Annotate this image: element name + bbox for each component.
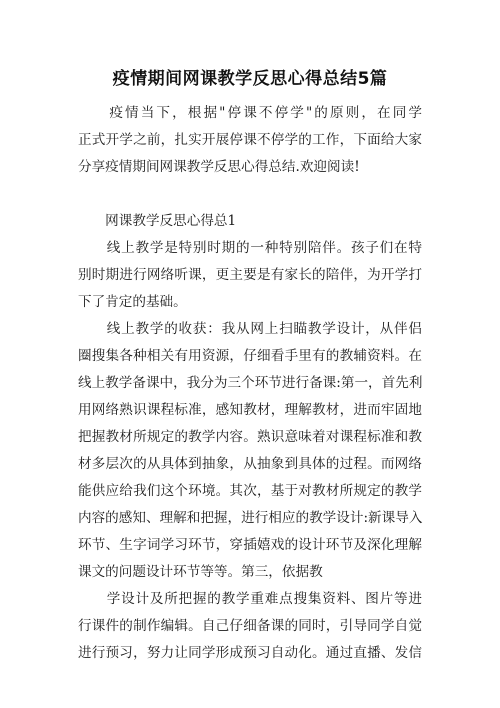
intro-line: 正式开学之前，扎实开展停课不停学的工作，下面给大家 xyxy=(78,132,422,148)
paragraph-line: 学设计及所把握的教学重难点搜集资料、图片等进 xyxy=(78,591,422,607)
paragraph-line: 别时期进行网络听课，更主要是有家长的陪伴，为开学打 xyxy=(78,267,422,283)
paragraph-line: 圈搜集各种相关有用资源，仔细看手里有的教辅资料。在 xyxy=(78,348,422,364)
document-body xyxy=(78,100,422,667)
paragraph-line: 环节、生字词学习环节，穿插嬉戏的设计环节及深化理解 xyxy=(78,537,422,553)
paragraph-line: 线上教学是特别时期的一种特别陪伴。孩子们在特 xyxy=(78,240,422,256)
paragraph-line: 材多层次的从具体到抽象，从抽象到具体的过程。而网络 xyxy=(78,456,422,472)
paragraph-line: 行课件的制作编辑。自己仔细备课的同时，引导同学自觉 xyxy=(78,618,422,634)
paragraph-line: 用网络熟识课程标准，感知教材，理解教材，进而牢固地 xyxy=(78,402,422,418)
paragraph-line: 把握教材所规定的教学内容。熟识意味着对课程标准和教 xyxy=(78,429,422,445)
intro-line: 分享疫情期间网课教学反思心得总结.欢迎阅读! xyxy=(78,159,360,175)
paragraph-line: 下了肯定的基础。 xyxy=(78,294,187,310)
paragraph-line: 进行预习，努力让同学形成预习自动化。通过直播、发信 xyxy=(78,645,422,661)
paragraph-line: 线上教学的收获：我从网上扫瞄教学设计，从伴侣 xyxy=(78,321,422,337)
paragraph-gap xyxy=(78,181,422,208)
paragraph-line: 能供应给我们这个环境。其次，基于对教材所规定的教学 xyxy=(78,483,422,499)
document-title: 疫情期间网课教学反思心得总结5篇 xyxy=(112,69,388,89)
paragraph-line: 线上教学备课中，我分为三个环节进行备课:第一，首先利 xyxy=(78,375,423,391)
intro-line: 疫情当下，根据"停课不停学"的原则，在同学 xyxy=(78,105,422,121)
paragraph-line: 课文的问题设计环节等等。第三，依据教 xyxy=(78,564,323,580)
section-heading: 网课教学反思心得总1 xyxy=(78,213,237,229)
paragraph-line: 内容的感知、理解和把握，进行相应的教学设计:新课导入 xyxy=(78,510,423,526)
